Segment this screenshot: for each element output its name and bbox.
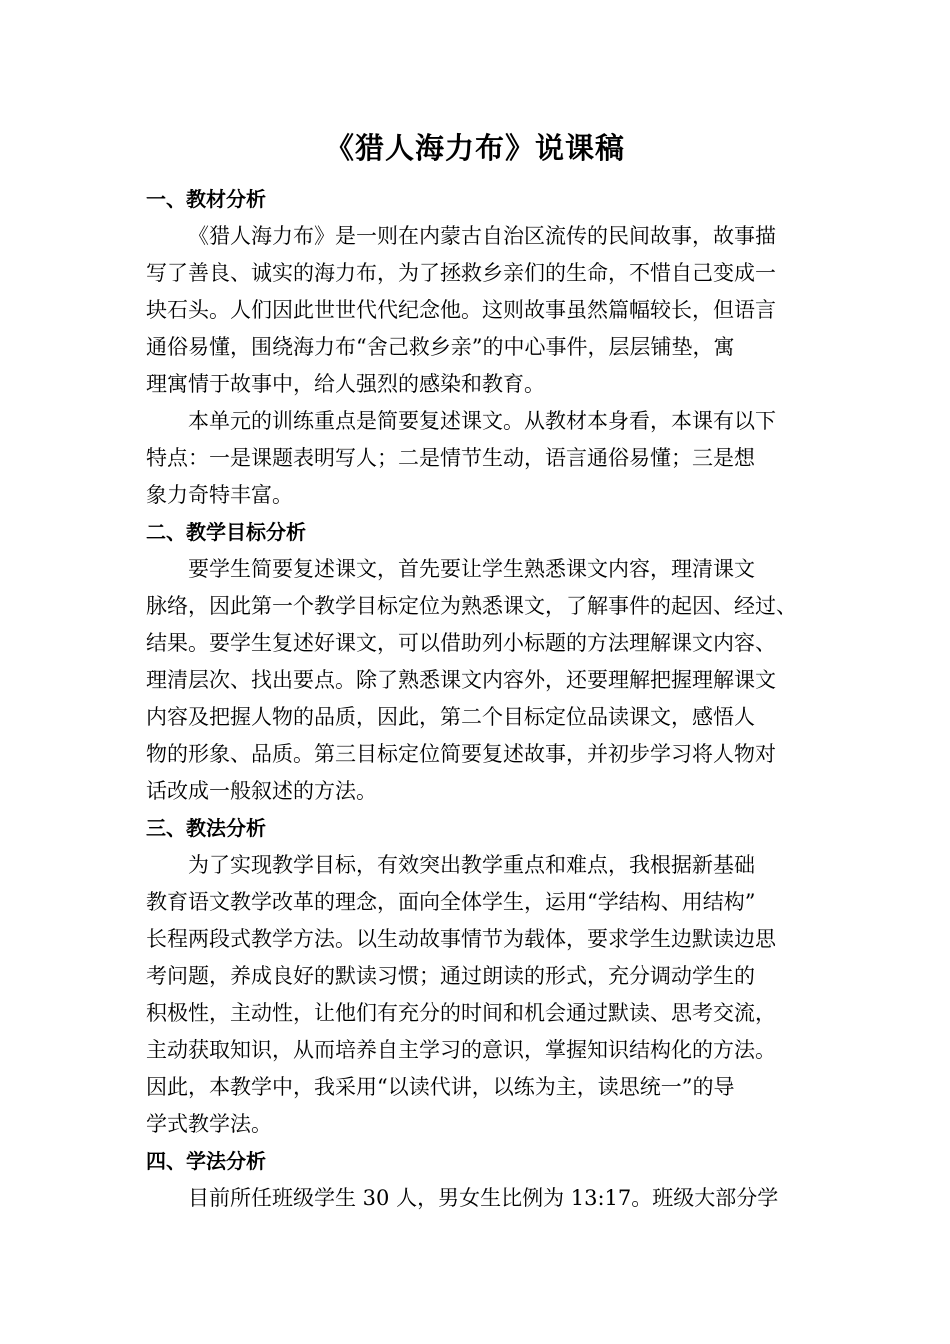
paragraph-line: 块石头。人们因此世世代代纪念他。这则故事虽然篇幅较长，但语言: [146, 298, 776, 322]
document-body: [146, 181, 836, 1217]
paragraph-line: 考问题，养成良好的默读习惯；通过朗读的形式，充分调动学生的: [146, 964, 755, 988]
paragraph-line: 教育语文教学改革的理念，面向全体学生，运用“学结构、用结构”: [146, 890, 756, 914]
paragraph: [146, 1180, 836, 1217]
section-heading-learning-methods: 四、学法分析: [146, 1149, 266, 1173]
paragraph: [146, 403, 836, 514]
paragraph-line: 积极性，主动性，让他们有充分的时间和机会通过默读、思考交流，: [146, 1001, 776, 1025]
paragraph-line: 因此，本教学中，我采用“以读代讲，以练为主，读思统一”的导: [146, 1075, 735, 1099]
paragraph-line: 物的形象、品质。第三目标定位简要复述故事，并初步学习将人物对: [146, 742, 776, 766]
paragraph-line: 要学生简要复述课文，首先要让学生熟悉课文内容，理清课文: [188, 557, 755, 581]
paragraph-line: 本单元的训练重点是简要复述课文。从教材本身看，本课有以下: [188, 409, 776, 433]
paragraph-line: 理清层次、找出要点。除了熟悉课文内容外，还要理解把握理解课文: [146, 668, 776, 692]
paragraph: [146, 218, 836, 403]
paragraph-line: 为了实现教学目标，有效突出教学重点和难点，我根据新基础: [188, 853, 755, 877]
paragraph: [146, 551, 836, 810]
paragraph-line: 写了善良、诚实的海力布，为了拯救乡亲们的生命，不惜自己变成一: [146, 261, 776, 285]
paragraph-line: 目前所任班级学生 30 人，男女生比例为 13:17。班级大部分学: [188, 1186, 779, 1210]
section-heading-teaching-methods: 三、教法分析: [146, 816, 266, 840]
paragraph-line: 长程两段式教学方法。以生动故事情节为载体，要求学生边默读边思: [146, 927, 776, 951]
paragraph-line: 通俗易懂，围绕海力布“舍己救乡亲”的中心事件，层层铺垫，寓: [146, 335, 735, 359]
paragraph-line: 特点：一是课题表明写人；二是情节生动，语言通俗易懂；三是想: [146, 446, 755, 470]
paragraph-line: 结果。要学生复述好课文，可以借助列小标题的方法理解课文内容、: [146, 631, 776, 655]
paragraph-line: 脉络，因此第一个教学目标定位为熟悉课文，了解事件的起因、经过、: [146, 594, 797, 618]
paragraph: [146, 847, 836, 1143]
paragraph-line: 内容及把握人物的品质，因此，第二个目标定位品读课文，感悟人: [146, 705, 755, 729]
paragraph-line: 理寓情于故事中，给人强烈的感染和教育。: [146, 372, 545, 396]
paragraph-line: 《猎人海力布》是一则在内蒙古自治区流传的民间故事，故事描: [188, 224, 776, 248]
paragraph-line: 主动获取知识，从而培养自主学习的意识，掌握知识结构化的方法。: [146, 1038, 776, 1062]
document-title: 《猎人海力布》说课稿: [324, 131, 625, 165]
section-heading-teaching-goals: 二、教学目标分析: [146, 520, 306, 544]
paragraph-line: 学式教学法。: [146, 1112, 272, 1136]
paragraph-line: 话改成一般叙述的方法。: [146, 779, 377, 803]
paragraph-line: 象力奇特丰富。: [146, 483, 293, 507]
section-heading-textbook-analysis: 一、教材分析: [146, 187, 266, 211]
